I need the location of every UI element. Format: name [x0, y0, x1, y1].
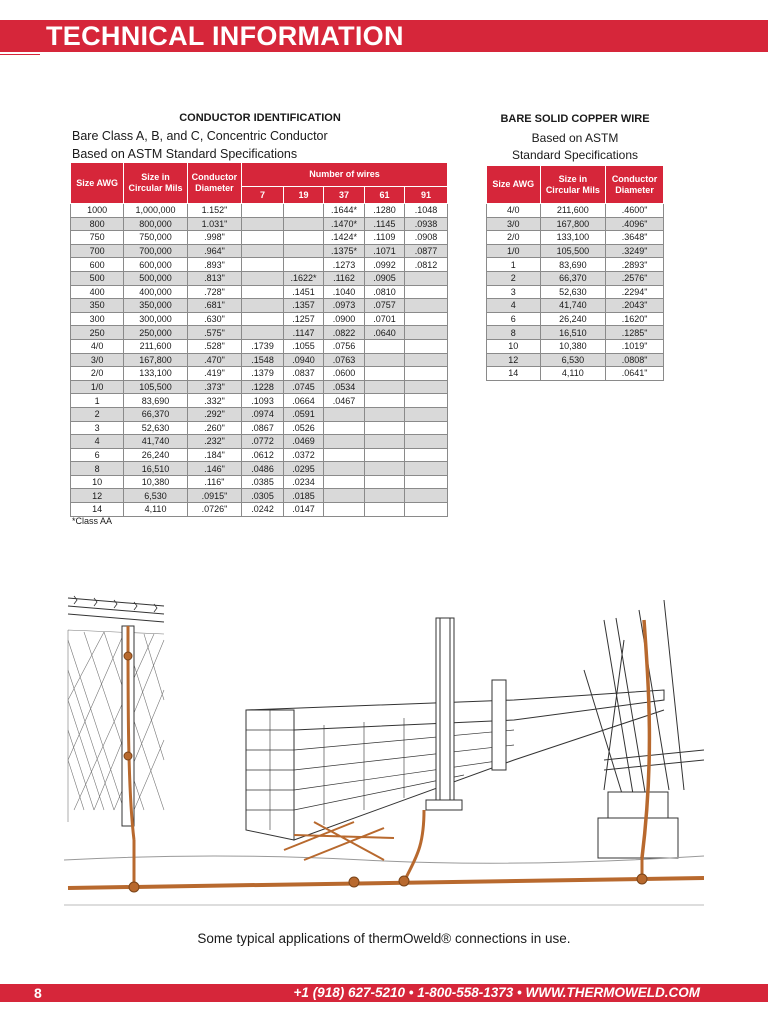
- conductor-cell: [324, 475, 365, 489]
- conductor-cell: .1071: [364, 244, 404, 258]
- conductor-cell: 1.152": [187, 204, 241, 218]
- conductor-cell: .0385: [242, 475, 284, 489]
- conductor-cell: 300,000: [124, 312, 188, 326]
- conductor-cell: .1548: [242, 353, 284, 367]
- conductor-cell: .0763: [324, 353, 365, 367]
- table-row: [71, 204, 448, 218]
- conductor-cell: .630": [187, 312, 241, 326]
- copper-cell: 105,500: [540, 244, 606, 258]
- conductor-cell: 1000: [71, 204, 124, 218]
- conductor-cell: 4/0: [71, 339, 124, 353]
- copper-cell: .3249": [606, 244, 664, 258]
- conductor-cell: .0772: [242, 435, 284, 449]
- conductor-cell: [242, 258, 284, 272]
- grounding-applications-illustration: [64, 560, 704, 916]
- header-wires-61: 61: [364, 187, 404, 204]
- conductor-cell: [364, 475, 404, 489]
- copper-cell: 16,510: [540, 326, 606, 340]
- conductor-cell: 41,740: [124, 435, 188, 449]
- copper-cell: 167,800: [540, 217, 606, 231]
- conductor-cell: [324, 503, 365, 517]
- header-conductor-diameter: Conductor Diameter: [606, 166, 664, 204]
- copper-cell: 8: [487, 326, 541, 340]
- conductor-cell: .332": [187, 394, 241, 408]
- conductor-cell: [404, 448, 447, 462]
- conductor-cell: .813": [187, 271, 241, 285]
- copper-table-subtitle-2: Standard Specifications: [511, 148, 639, 162]
- conductor-cell: .0992: [364, 258, 404, 272]
- conductor-cell: 6,530: [124, 489, 188, 503]
- conductor-cell: 83,690: [124, 394, 188, 408]
- conductor-cell: .1622*: [284, 271, 324, 285]
- conductor-cell: .1040: [324, 285, 365, 299]
- copper-table-body: [487, 204, 664, 381]
- table-row: [71, 244, 448, 258]
- conductor-table-subtitle-2: Based on ASTM Standard Specifications: [72, 147, 298, 161]
- conductor-cell: [284, 204, 324, 218]
- conductor-cell: .1379: [242, 367, 284, 381]
- conductor-cell: 105,500: [124, 380, 188, 394]
- conductor-cell: [364, 421, 404, 435]
- table-row: [487, 231, 664, 245]
- conductor-cell: [364, 407, 404, 421]
- copper-cell: .4096": [606, 217, 664, 231]
- conductor-cell: 800: [71, 217, 124, 231]
- conductor-cell: .893": [187, 258, 241, 272]
- conductor-cell: .1470*: [324, 217, 365, 231]
- conductor-cell: .0810: [364, 285, 404, 299]
- conductor-cell: .1162: [324, 271, 365, 285]
- copper-cell: 1: [487, 258, 541, 272]
- conductor-cell: 1.031": [187, 217, 241, 231]
- conductor-cell: .0295: [284, 462, 324, 476]
- conductor-cell: 10,380: [124, 475, 188, 489]
- conductor-cell: [404, 271, 447, 285]
- conductor-cell: [284, 217, 324, 231]
- conductor-cell: .0600: [324, 367, 365, 381]
- conductor-cell: 14: [71, 503, 124, 517]
- conductor-cell: [242, 271, 284, 285]
- conductor-cell: 750,000: [124, 231, 188, 245]
- conductor-cell: 133,100: [124, 367, 188, 381]
- table-row: [71, 407, 448, 421]
- distant-post: [492, 680, 506, 770]
- conductor-cell: 167,800: [124, 353, 188, 367]
- conductor-cell: .0822: [324, 326, 365, 340]
- conductor-cell: .0486: [242, 462, 284, 476]
- copper-cell: 211,600: [540, 204, 606, 218]
- conductor-cell: .998": [187, 231, 241, 245]
- conductor-cell: 3: [71, 421, 124, 435]
- table-row: [71, 394, 448, 408]
- conductor-cell: 8: [71, 462, 124, 476]
- conductor-cell: [404, 435, 447, 449]
- conductor-cell: .1451: [284, 285, 324, 299]
- conductor-cell: [364, 435, 404, 449]
- conductor-cell: .419": [187, 367, 241, 381]
- copper-table-title: BARE SOLID COPPER WIRE: [500, 113, 650, 125]
- conductor-cell: 211,600: [124, 339, 188, 353]
- conductor-cell: 16,510: [124, 462, 188, 476]
- copper-cell: 2/0: [487, 231, 541, 245]
- conductor-cell: .0234: [284, 475, 324, 489]
- conductor-cell: 500,000: [124, 271, 188, 285]
- conductor-cell: .0867: [242, 421, 284, 435]
- conductor-cell: .0305: [242, 489, 284, 503]
- copper-cell: 26,240: [540, 312, 606, 326]
- copper-cell: 6,530: [540, 353, 606, 367]
- conductor-cell: .0469: [284, 435, 324, 449]
- page-number: 8: [34, 985, 42, 1001]
- header-wires-91: 91: [404, 187, 447, 204]
- table-row: [487, 244, 664, 258]
- copper-cell: 3: [487, 285, 541, 299]
- conductor-cell: 250: [71, 326, 124, 340]
- copper-cell: 6: [487, 312, 541, 326]
- header-bar: [0, 20, 768, 52]
- bare-solid-copper-wire-table: [486, 165, 664, 381]
- conductor-cell: [242, 312, 284, 326]
- conductor-cell: .0877: [404, 244, 447, 258]
- conductor-cell: [404, 326, 447, 340]
- conductor-cell: [404, 367, 447, 381]
- table-row: [71, 353, 448, 367]
- table-row: [487, 217, 664, 231]
- conductor-cell: .1280: [364, 204, 404, 218]
- conductor-cell: [324, 448, 365, 462]
- conductor-cell: 700: [71, 244, 124, 258]
- table-row: [487, 326, 664, 340]
- conductor-cell: .528": [187, 339, 241, 353]
- conductor-cell: 500: [71, 271, 124, 285]
- conductor-cell: .116": [187, 475, 241, 489]
- conductor-cell: .0915": [187, 489, 241, 503]
- conductor-cell: .0974: [242, 407, 284, 421]
- header-wires-37: 37: [324, 187, 365, 204]
- table-row: [71, 489, 448, 503]
- copper-cell: 1/0: [487, 244, 541, 258]
- conductor-cell: .728": [187, 285, 241, 299]
- conductor-cell: 1/0: [71, 380, 124, 394]
- conductor-cell: [324, 421, 365, 435]
- conductor-cell: [404, 407, 447, 421]
- table-row: [71, 435, 448, 449]
- conductor-cell: .0467: [324, 394, 365, 408]
- conductor-cell: .373": [187, 380, 241, 394]
- conductor-cell: 2: [71, 407, 124, 421]
- conductor-cell: .0726": [187, 503, 241, 517]
- conductor-cell: 400: [71, 285, 124, 299]
- copper-cell: 10,380: [540, 339, 606, 353]
- conductor-cell: .0242: [242, 503, 284, 517]
- copper-cell: .1019": [606, 339, 664, 353]
- conductor-cell: .146": [187, 462, 241, 476]
- conductor-cell: .0185: [284, 489, 324, 503]
- conductor-cell: .1048: [404, 204, 447, 218]
- copper-cell: 3/0: [487, 217, 541, 231]
- conductor-cell: .0905: [364, 271, 404, 285]
- table-row: [71, 312, 448, 326]
- table-row: [71, 339, 448, 353]
- copper-cell: 14: [487, 367, 541, 381]
- conductor-cell: [324, 407, 365, 421]
- table-row: [71, 326, 448, 340]
- conductor-cell: 700,000: [124, 244, 188, 258]
- conductor-cell: .0973: [324, 299, 365, 313]
- table-row: [71, 271, 448, 285]
- header-wires-7: 7: [242, 187, 284, 204]
- conductor-cell: 2/0: [71, 367, 124, 381]
- copper-cell: 66,370: [540, 271, 606, 285]
- conductor-cell: [242, 244, 284, 258]
- conductor-cell: .0372: [284, 448, 324, 462]
- conductor-cell: 10: [71, 475, 124, 489]
- table-row: [71, 258, 448, 272]
- table-row: [71, 380, 448, 394]
- conductor-cell: [324, 435, 365, 449]
- contact-info: +1 (918) 627-5210 • 1-800-558-1373 • WWW.THERMOWELD.COM: [293, 985, 700, 1000]
- conductor-cell: 4,110: [124, 503, 188, 517]
- table-row: [71, 503, 448, 517]
- conductor-cell: [242, 326, 284, 340]
- conductor-cell: .1093: [242, 394, 284, 408]
- table-row: [487, 312, 664, 326]
- conductor-cell: 350,000: [124, 299, 188, 313]
- copper-cell: .3648": [606, 231, 664, 245]
- conductor-cell: 350: [71, 299, 124, 313]
- conductor-cell: [364, 367, 404, 381]
- conductor-table-body: [71, 204, 448, 517]
- header-circular-mils: Size in Circular Mils: [124, 163, 188, 204]
- conductor-cell: 600,000: [124, 258, 188, 272]
- copper-cell: 133,100: [540, 231, 606, 245]
- conductor-cell: [364, 380, 404, 394]
- conductor-cell: 26,240: [124, 448, 188, 462]
- conductor-cell: 6: [71, 448, 124, 462]
- header-number-of-wires: Number of wires: [242, 163, 448, 187]
- class-aa-footnote: *Class AA: [72, 516, 113, 526]
- conductor-cell: .0664: [284, 394, 324, 408]
- table-row: [71, 475, 448, 489]
- conductor-cell: .964": [187, 244, 241, 258]
- conductor-cell: .292": [187, 407, 241, 421]
- conductor-cell: .1424*: [324, 231, 365, 245]
- table-row: [71, 285, 448, 299]
- conductor-cell: .1109: [364, 231, 404, 245]
- conductor-cell: .0757: [364, 299, 404, 313]
- copper-cell: .0641": [606, 367, 664, 381]
- conductor-cell: [404, 503, 447, 517]
- conductor-cell: [364, 503, 404, 517]
- conductor-cell: 12: [71, 489, 124, 503]
- copper-cell: 52,630: [540, 285, 606, 299]
- copper-cell: 2: [487, 271, 541, 285]
- conductor-cell: 250,000: [124, 326, 188, 340]
- table-row: [487, 204, 664, 218]
- conductor-cell: .0812: [404, 258, 447, 272]
- table-row: [71, 299, 448, 313]
- conductor-cell: .681": [187, 299, 241, 313]
- table-row: [487, 367, 664, 381]
- conductor-cell: .232": [187, 435, 241, 449]
- conductor-cell: .0908: [404, 231, 447, 245]
- copper-cell: 4: [487, 299, 541, 313]
- conductor-cell: 52,630: [124, 421, 188, 435]
- table-row: [487, 271, 664, 285]
- copper-cell: .1620": [606, 312, 664, 326]
- conductor-cell: 800,000: [124, 217, 188, 231]
- copper-cell: .2294": [606, 285, 664, 299]
- conductor-cell: .0900: [324, 312, 365, 326]
- conductor-cell: [242, 231, 284, 245]
- conductor-cell: [324, 489, 365, 503]
- copper-cell: 41,740: [540, 299, 606, 313]
- table-row: [71, 448, 448, 462]
- conductor-cell: .1228: [242, 380, 284, 394]
- conductor-cell: [364, 448, 404, 462]
- conductor-cell: 66,370: [124, 407, 188, 421]
- header-circular-mils: Size in Circular Mils: [540, 166, 606, 204]
- conductor-cell: .1257: [284, 312, 324, 326]
- conductor-cell: .0526: [284, 421, 324, 435]
- conductor-cell: .1145: [364, 217, 404, 231]
- conductor-cell: 4: [71, 435, 124, 449]
- conductor-cell: .1273: [324, 258, 365, 272]
- conductor-cell: [404, 421, 447, 435]
- conductor-cell: 1,000,000: [124, 204, 188, 218]
- conductor-cell: [404, 380, 447, 394]
- copper-cell: .2043": [606, 299, 664, 313]
- conductor-identification-table: [70, 162, 448, 517]
- conductor-cell: .0756: [324, 339, 365, 353]
- conductor-cell: .0938: [404, 217, 447, 231]
- conductor-cell: [284, 231, 324, 245]
- conductor-cell: .1375*: [324, 244, 365, 258]
- conductor-cell: [364, 339, 404, 353]
- conductor-cell: .0612: [242, 448, 284, 462]
- illustration-caption: Some typical applications of thermOweld® connections in use.: [197, 931, 571, 946]
- conductor-cell: [404, 312, 447, 326]
- table-row: [487, 339, 664, 353]
- conductor-cell: .1739: [242, 339, 284, 353]
- copper-cell: 4/0: [487, 204, 541, 218]
- barbed-wire: [68, 596, 164, 622]
- conductor-table-subtitle-1: Bare Class A, B, and C, Concentric Conductor: [72, 129, 328, 143]
- copper-cell: 12: [487, 353, 541, 367]
- conductor-cell: [404, 353, 447, 367]
- conductor-cell: [404, 394, 447, 408]
- conductor-cell: .0837: [284, 367, 324, 381]
- copper-cell: .0808": [606, 353, 664, 367]
- conductor-cell: .0534: [324, 380, 365, 394]
- conductor-cell: 3/0: [71, 353, 124, 367]
- conductor-cell: [284, 244, 324, 258]
- conductor-cell: .575": [187, 326, 241, 340]
- chain-link-fence: [68, 630, 164, 822]
- header-size-awg: Size AWG: [487, 166, 541, 204]
- header-wires-19: 19: [284, 187, 324, 204]
- conductor-cell: .0940: [284, 353, 324, 367]
- conductor-cell: 300: [71, 312, 124, 326]
- conductor-cell: [242, 204, 284, 218]
- conductor-cell: [404, 475, 447, 489]
- header-conductor-diameter: Conductor Diameter: [187, 163, 241, 204]
- header-size-awg: Size AWG: [71, 163, 124, 204]
- conductor-cell: .0745: [284, 380, 324, 394]
- copper-cell: .2576": [606, 271, 664, 285]
- table-row: [487, 258, 664, 272]
- conductor-cell: 1: [71, 394, 124, 408]
- conductor-cell: .0591: [284, 407, 324, 421]
- copper-cell: .2893": [606, 258, 664, 272]
- conductor-cell: [404, 339, 447, 353]
- copper-cell: 10: [487, 339, 541, 353]
- table-row: [71, 231, 448, 245]
- conductor-cell: [404, 285, 447, 299]
- table-row: [71, 217, 448, 231]
- conductor-cell: [242, 285, 284, 299]
- conductor-cell: [364, 394, 404, 408]
- copper-cell: 83,690: [540, 258, 606, 272]
- copper-table-subtitle-1: Based on ASTM: [531, 131, 619, 145]
- conductor-cell: 400,000: [124, 285, 188, 299]
- conductor-cell: .0640: [364, 326, 404, 340]
- conductor-cell: .1147: [284, 326, 324, 340]
- conductor-cell: [284, 258, 324, 272]
- conductor-cell: [364, 353, 404, 367]
- conductor-cell: .1055: [284, 339, 324, 353]
- conductor-cell: .260": [187, 421, 241, 435]
- table-row: [487, 353, 664, 367]
- conductor-cell: 600: [71, 258, 124, 272]
- copper-cell: 4,110: [540, 367, 606, 381]
- table-row: [71, 421, 448, 435]
- table-row: [487, 299, 664, 313]
- conductor-cell: [364, 462, 404, 476]
- table-row: [487, 285, 664, 299]
- rebar-grid: [284, 822, 394, 860]
- copper-cell: .1285": [606, 326, 664, 340]
- conductor-cell: [404, 489, 447, 503]
- page-title: TECHNICAL INFORMATION: [46, 21, 404, 51]
- conductor-cell: .1644*: [324, 204, 365, 218]
- conductor-cell: [404, 299, 447, 313]
- conductor-cell: .470": [187, 353, 241, 367]
- conductor-cell: [242, 217, 284, 231]
- conductor-cell: [324, 462, 365, 476]
- copper-cell: .4600": [606, 204, 664, 218]
- steel-frame: [584, 600, 704, 858]
- conductor-table-title: CONDUCTOR IDENTIFICATION: [179, 112, 341, 124]
- conductor-cell: [404, 462, 447, 476]
- header-rule: [0, 54, 40, 55]
- conductor-cell: .0701: [364, 312, 404, 326]
- conductor-cell: [364, 489, 404, 503]
- table-row: [71, 462, 448, 476]
- conductor-cell: .1357: [284, 299, 324, 313]
- conductor-cell: .0147: [284, 503, 324, 517]
- conductor-cell: .184": [187, 448, 241, 462]
- table-row: [71, 367, 448, 381]
- conductor-cell: 750: [71, 231, 124, 245]
- conductor-cell: [242, 299, 284, 313]
- footer-bar: [0, 984, 768, 1002]
